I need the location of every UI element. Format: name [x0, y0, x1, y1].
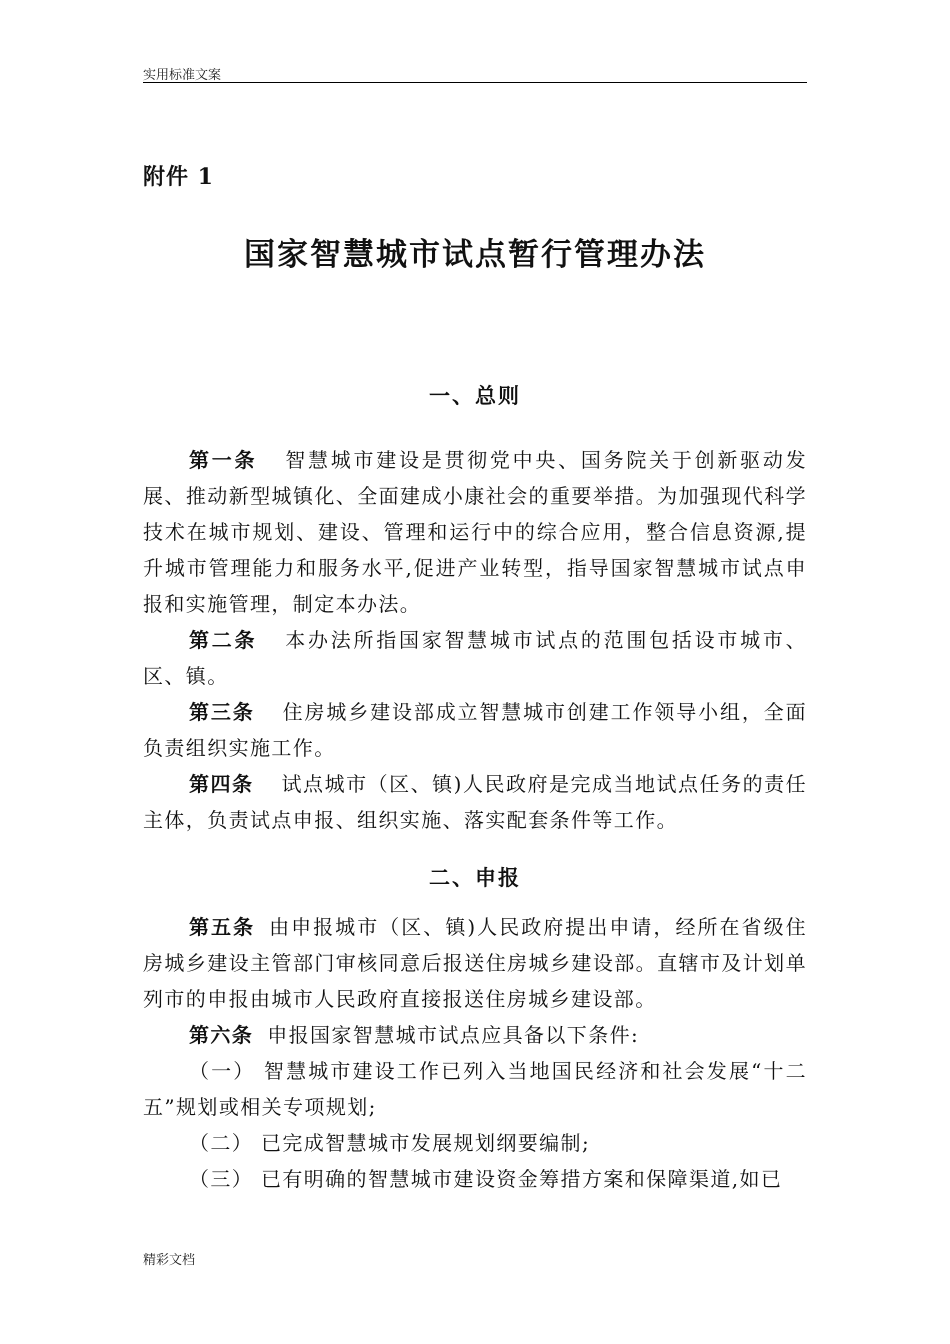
article-number: 第二条: [189, 628, 258, 652]
condition-text: （一） 智慧城市建设工作已列入当地国民经济和社会发展“十二五”规划或相关专项规划;: [143, 1059, 807, 1119]
condition-text: （三） 已有明确的智慧城市建设资金筹措方案和保障渠道,如已: [189, 1167, 783, 1191]
article-text: 住房城乡建设部成立智慧城市创建工作领导小组，全面负责组织实施工作。: [143, 700, 807, 760]
article-paragraph: [143, 909, 807, 1017]
header-divider: [143, 82, 807, 83]
article-number: 第六条: [189, 1023, 254, 1047]
article-text: 由申报城市（区、镇)人民政府提出申请，经所在省级住房城乡建设主管部门审核同意后报送住房城乡建设部。直辖市及计划单列市的申报由城市人民政府直接报送住房城乡建设部。: [143, 915, 807, 1011]
article-text: 智慧城市建设是贯彻党中央、国务院关于创新驱动发展、推动新型城镇化、全面建成小康社会的重要举措。为加强现代科学技术在城市规划、建设、管理和运行中的综合应用，整合信息资源,提升城市管理能力和服务水平,促进产业转型，指导国家智慧城市试点申报和实施管理，制定本办法。: [143, 448, 807, 616]
article-paragraph: [143, 694, 807, 766]
article-paragraph: [143, 622, 807, 694]
page-header: 实用标准文案: [143, 68, 222, 83]
section-body-general: [143, 442, 807, 838]
article-paragraph: [143, 1017, 807, 1053]
condition-text: （二） 已完成智慧城市发展规划纲要编制;: [189, 1131, 591, 1155]
article-text: 申报国家智慧城市试点应具备以下条件:: [267, 1023, 640, 1047]
section-heading-general: 一、总则: [429, 383, 521, 408]
section-body-application: [143, 909, 807, 1197]
condition-item: [143, 1161, 807, 1197]
section-heading-application: 二、申报: [429, 865, 521, 890]
condition-item: [143, 1053, 807, 1125]
page-footer: 精彩文档: [143, 1253, 196, 1268]
attachment-label: 附件 1: [143, 164, 214, 190]
condition-item: [143, 1125, 807, 1161]
article-number: 第一条: [189, 448, 258, 472]
document-title: 国家智慧城市试点暂行管理办法: [244, 237, 706, 273]
article-number: 第三条: [189, 700, 255, 724]
article-paragraph: [143, 442, 807, 622]
article-paragraph: [143, 766, 807, 838]
article-text: 试点城市（区、镇)人民政府是完成当地试点任务的责任主体，负责试点申报、组织实施、落实配套条件等工作。: [143, 772, 808, 832]
article-text: 本办法所指国家智慧城市试点的范围包括设市城市、区、镇。: [143, 628, 807, 688]
article-number: 第四条: [189, 772, 254, 796]
article-number: 第五条: [189, 915, 256, 939]
